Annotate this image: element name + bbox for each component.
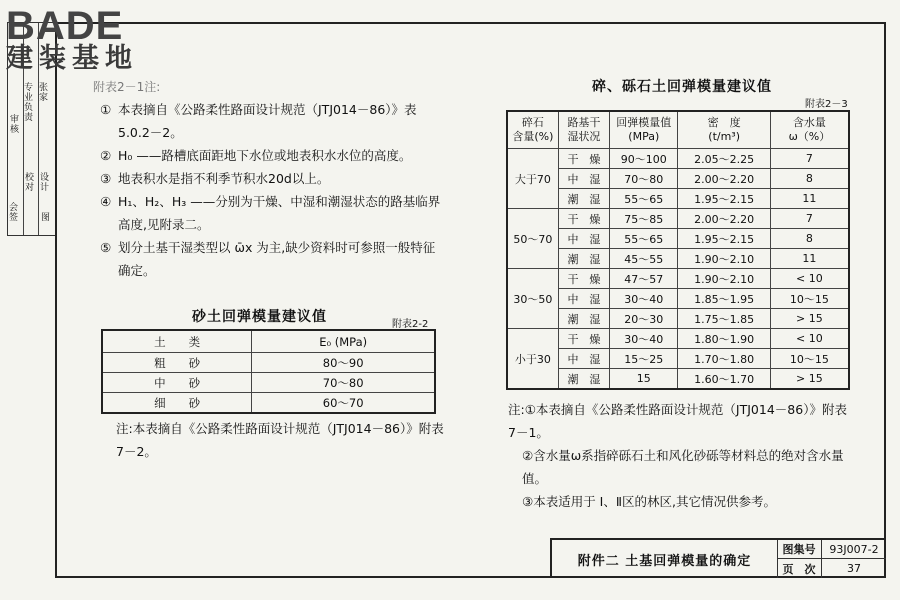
sidebar-label: 会签 xyxy=(9,203,19,223)
table-row xyxy=(507,329,849,349)
table-cell: 70～80 xyxy=(610,169,678,189)
table-cell: 细 砂 xyxy=(102,393,252,414)
table-cell: 90～100 xyxy=(610,149,678,169)
note-text: 划分土基干湿类型以 ω̄x 为主,缺少资料时可参照一般特征确定。 xyxy=(118,240,436,278)
content-cell: 小于30 xyxy=(507,329,558,390)
table-cell: 60～70 xyxy=(252,393,435,414)
table-cell: 1.80～1.90 xyxy=(678,329,770,349)
table-cell: 30～40 xyxy=(610,329,678,349)
table-cell: 干 燥 xyxy=(558,209,609,229)
gravel-table-title: 碎、砾石土回弹模量建议值 xyxy=(592,79,772,95)
column-header: 土 类 xyxy=(102,330,252,353)
table-cell: 75～85 xyxy=(610,209,678,229)
table-row xyxy=(507,349,849,369)
table-cell: 2.05～2.25 xyxy=(678,149,770,169)
note-text: H₀ ——路槽底面距地下水位或地表积水水位的高度。 xyxy=(118,148,412,163)
column-header: E₀ (MPa) xyxy=(252,330,435,353)
table-cell: 1.90～2.10 xyxy=(678,249,770,269)
table-cell: 中 砂 xyxy=(102,373,252,393)
sand-table xyxy=(101,329,436,414)
table-cell: 1.85～1.95 xyxy=(678,289,770,309)
table-cell: 15～25 xyxy=(610,349,678,369)
table-cell: 7 xyxy=(770,149,849,169)
note-item xyxy=(100,98,445,144)
table-cell: 45～55 xyxy=(610,249,678,269)
note-item xyxy=(100,236,445,282)
table-row xyxy=(507,169,849,189)
table-row xyxy=(507,309,849,329)
table-cell: 潮 湿 xyxy=(558,249,609,269)
table-cell: 55～65 xyxy=(610,189,678,209)
table-cell: 47～57 xyxy=(610,269,678,289)
column-header xyxy=(678,111,770,149)
table-cell: 中 湿 xyxy=(558,349,609,369)
table-cell: 8 xyxy=(770,169,849,189)
sidebar-label: 图 xyxy=(41,213,51,223)
table-cell: 潮 湿 xyxy=(558,309,609,329)
table-cell: 7 xyxy=(770,209,849,229)
sand-table-code: 附表2-2 xyxy=(392,319,429,330)
content-cell: 50～70 xyxy=(507,209,558,269)
column-header xyxy=(558,111,609,149)
gravel-note: ②含水量ω系指碎砾石土和风化砂砾等材料总的绝对含水量值。 xyxy=(522,448,844,486)
column-header xyxy=(507,111,558,149)
table-cell: 1.70～1.80 xyxy=(678,349,770,369)
gravel-table-code: 附表2－3 xyxy=(805,99,848,110)
note-text: 本表摘自《公路柔性路面设计规范（JTJ014－86）》表5.0.2－2。 xyxy=(118,102,417,140)
sidebar-label: 专业负责 xyxy=(24,83,34,123)
notes-list xyxy=(100,98,445,282)
table-row xyxy=(507,149,849,169)
sidebar-label: 设计 xyxy=(40,173,50,193)
note-item xyxy=(100,190,445,236)
header-text: 密 度 (t/m³) xyxy=(707,116,741,143)
header-text: 回弹模量值 (MPa) xyxy=(616,116,672,143)
sidebar-label: 校对 xyxy=(25,173,35,193)
table-cell: 10～15 xyxy=(770,349,849,369)
header-text: 碎石 含量(%) xyxy=(512,116,554,143)
table-cell: 30～40 xyxy=(610,289,678,309)
header-text: 路基干 湿状况 xyxy=(567,116,601,143)
note-text: H₁、H₂、H₃ ——分别为干燥、中湿和潮湿状态的路基临界高度,见附录二。 xyxy=(118,194,441,232)
sand-table-title: 砂土回弹模量建议值 xyxy=(192,309,327,325)
content-cell: 30～50 xyxy=(507,269,558,329)
table-cell: 8 xyxy=(770,229,849,249)
page-number-value: 37 xyxy=(847,562,861,575)
gravel-note: ③本表适用于 Ⅰ、Ⅱ区的林区,其它情况供参考。 xyxy=(522,494,776,509)
table-row xyxy=(507,209,849,229)
note-number: ④ xyxy=(100,194,112,209)
gravel-notes xyxy=(508,398,853,513)
table-cell: 10～15 xyxy=(770,289,849,309)
table-row xyxy=(507,249,849,269)
note-number: ⑤ xyxy=(100,240,112,255)
table-row xyxy=(507,369,849,390)
title-block xyxy=(550,538,886,578)
table-row xyxy=(507,229,849,249)
table-cell: 1.95～2.15 xyxy=(678,189,770,209)
table-header-row xyxy=(102,330,435,353)
gravel-note: 注:①本表摘自《公路柔性路面设计规范（JTJ014－86）》附表7－1。 xyxy=(508,402,847,440)
table-row xyxy=(102,373,435,393)
table-cell: 潮 湿 xyxy=(558,189,609,209)
notes-label: 附表2－1注: xyxy=(93,80,161,94)
page-number-label: 页 次 xyxy=(777,559,822,578)
table-cell: < 10 xyxy=(770,269,849,289)
table-cell: 2.00～2.20 xyxy=(678,169,770,189)
table-cell: 11 xyxy=(770,189,849,209)
table-header-row xyxy=(507,111,849,149)
gravel-table xyxy=(506,110,850,390)
table-cell: 干 燥 xyxy=(558,149,609,169)
brand-latin: BADE xyxy=(6,4,124,48)
table-cell: 中 湿 xyxy=(558,289,609,309)
table-cell: 11 xyxy=(770,249,849,269)
brand-watermark xyxy=(6,6,138,74)
table-cell: 粗 砂 xyxy=(102,353,252,373)
table-row xyxy=(507,269,849,289)
table-cell: < 10 xyxy=(770,329,849,349)
atlas-number-label: 图集号 xyxy=(777,540,822,559)
table-row xyxy=(102,353,435,373)
content-cell: 大于70 xyxy=(507,149,558,209)
note-number: ② xyxy=(100,148,112,163)
column-header xyxy=(610,111,678,149)
table-row xyxy=(507,189,849,209)
column-header xyxy=(770,111,849,149)
table-cell: > 15 xyxy=(770,309,849,329)
table-cell: 中 湿 xyxy=(558,169,609,189)
note-item xyxy=(100,144,445,167)
table-cell: 2.00～2.20 xyxy=(678,209,770,229)
brand-chinese: 建装基地 xyxy=(6,43,138,74)
note-number: ① xyxy=(100,102,112,117)
table-cell: 干 燥 xyxy=(558,329,609,349)
table-cell: 1.60～1.70 xyxy=(678,369,770,390)
table-cell: 1.95～2.15 xyxy=(678,229,770,249)
table-cell: 20～30 xyxy=(610,309,678,329)
table-cell: 55～65 xyxy=(610,229,678,249)
table-cell: 80～90 xyxy=(252,353,435,373)
table-cell: 1.75～1.85 xyxy=(678,309,770,329)
table-cell: 干 燥 xyxy=(558,269,609,289)
drawing-title: 附件二 土基回弹模量的确定 xyxy=(552,540,778,578)
table-row xyxy=(507,289,849,309)
sidebar-label: 审核 xyxy=(10,115,20,135)
table-cell: > 15 xyxy=(770,369,849,390)
table-cell: 15 xyxy=(610,369,678,390)
table-row xyxy=(102,393,435,414)
table-cell: 1.90～2.10 xyxy=(678,269,770,289)
header-text: 含水量 ω（%） xyxy=(788,116,831,143)
note-text: 地表积水是指不利季节积水20d以上。 xyxy=(118,171,330,186)
sidebar-label: 张家 xyxy=(39,83,49,103)
note-item xyxy=(100,167,445,190)
table-cell: 中 湿 xyxy=(558,229,609,249)
atlas-number-value: 93J007-2 xyxy=(822,540,886,559)
table-cell: 潮 湿 xyxy=(558,369,609,390)
note-number: ③ xyxy=(100,171,112,186)
table-cell: 70～80 xyxy=(252,373,435,393)
sand-table-note: 注:本表摘自《公路柔性路面设计规范（JTJ014－86）》附表7－2。 xyxy=(116,421,444,459)
